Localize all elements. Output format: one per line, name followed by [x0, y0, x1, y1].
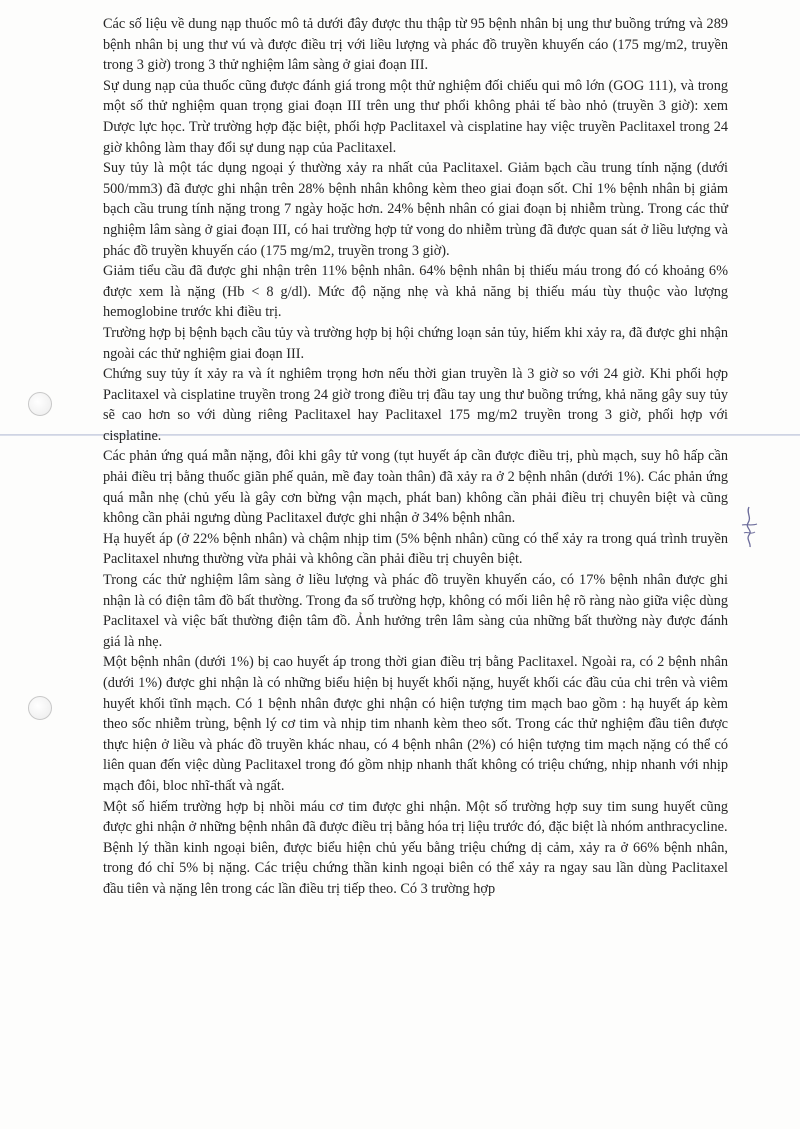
paragraph-myocardial-infarction: Một số hiếm trường hợp bị nhồi máu cơ tim được ghi nhận. Một số trường hợp suy tim sung huyết cũng được ghi nhận ở những bệnh nhân đã được điều trị bằng hóa trị liệu trước đó, đặc biệt là nhóm anthracycline. — [103, 798, 728, 836]
punch-hole-upper — [28, 392, 52, 416]
paragraph-thrombocytopenia-anemia: Giảm tiểu cầu đã được ghi nhận trên 11% bệnh nhân. 64% bệnh nhân bị thiếu máu trong đó có khoảng 6% được xem là nặng (Hb < 8 g/dl). Mức độ nặng nhẹ và khả năng bị thiếu máu tùy thuộc vào lượng hemoglobine trước khi điều trị. — [103, 263, 728, 321]
paragraph-tolerance-trials: Sự dung nạp của thuốc cũng được đánh giá trong một thử nghiệm đối chiếu qui mô lớn (GOG 111), và trong một số thử nghiệm quan trọng giai đoạn III trên ung thư phổi không phải tế bào nhỏ (truyền 3 giờ): xem Dược lực học. Trừ trường hợp đặc biệt, phối hợp Paclitaxel và cisplatine hay việc truyền Paclitaxel trong 24 giờ không làm thay đổi sự dung nạp của Paclitaxel. — [103, 77, 728, 156]
punch-hole-lower — [28, 696, 52, 720]
paragraph-hypotension-bradycardia: Hạ huyết áp (ở 22% bệnh nhân) và chậm nhịp tim (5% bệnh nhân) cũng có thể xảy ra trong quá trình truyền Paclitaxel nhưng thường vừa phải và không cần phải điều trị chuyên biệt. — [103, 530, 728, 568]
paragraph-hypersensitivity: Các phản ứng quá mẫn nặng, đôi khi gây tử vong (tụt huyết áp cần được điều trị, phù mạch, suy hô hấp cần phải điều trị bằng thuốc giãn phế quản, mề đay toàn thân) đã xảy ra ở 2 bệnh nhân (dưới 1%). Các phản ứng quá mẫn nhẹ (chủ yếu là gây cơn bừng vận mạch, phát ban) không cần phải điều trị chuyên biệt và cũng không cần phải ngưng dùng Paclitaxel được ghi nhận ở 34% bệnh nhân. — [103, 448, 728, 527]
paragraph-leukemia-myelodysplasia: Trường hợp bị bệnh bạch cầu tủy và trường hợp bị hội chứng loạn sản tủy, hiếm khi xảy ra, đã được ghi nhận ngoài các thử nghiệm giai đoạn III. — [103, 324, 728, 362]
initials-signature-mark — [738, 505, 760, 549]
paragraph-ecg-abnormalities: Trong các thử nghiệm lâm sàng ở liều lượng và phác đồ truyền khuyến cáo, có 17% bệnh nhân được ghi nhận là có điện tâm đồ bất thường. Trong đa số trường hợp, không có mối liên hệ rõ ràng nào giữa việc dùng Paclitaxel và việc bất thường điện tâm đồ. Ảnh hưởng trên lâm sàng của những bất thường này được đánh giá là nhẹ. — [103, 572, 728, 650]
paragraph-myelosuppression: Suy tủy là một tác dụng ngoại ý thường xảy ra nhất của Paclitaxel. Giảm bạch cầu trung tính nặng (dưới 500/mm3) đã được ghi nhận trên 28% bệnh nhân không kèm theo giai đoạn sốt. Chỉ 1% bệnh nhân bị giảm bạch cầu trung tính nặng trong 7 ngày hoặc hơn. 24% bệnh nhân có giai đoạn bị nhiễm trùng. Trong các thử nghiệm lâm sàng ở giai đoạn III, có hai trường hợp tử vong do nhiễm trùng đã được quan sát ở liều lượng và phác đồ truyền khuyến cáo (175 mg/m2, truyền trong 3 giờ). — [103, 160, 728, 259]
paragraph-peripheral-neuropathy: Bệnh lý thần kinh ngoại biên, được biểu hiện chủ yếu bằng triệu chứng dị cảm, xảy ra ở 66% bệnh nhân, trong đó chỉ 5% bị nặng. Các triệu chứng thần kinh ngoại biên có thể xảy ra ngay sau lần dùng Paclitaxel đầu tiên và nặng lên trong các lần điều trị tiếp theo. Có 3 trường hợp — [103, 839, 728, 897]
paragraph-myelosuppression-infusion: Chứng suy tủy ít xảy ra và ít nghiêm trọng hơn nếu thời gian truyền là 3 giờ so với 24 giờ. Khi phối hợp Paclitaxel và cisplatine truyền trong 24 giờ trong điều trị đầu tay ung thư buồng trứng, khả năng gây suy tủy sẽ cao hơn so với dùng riêng Paclitaxel hay Paclitaxel 175 mg/m2 truyền trong 3 giờ, phối hợp với cisplatine. — [103, 366, 728, 444]
paragraph-cardiovascular-events: Một bệnh nhân (dưới 1%) bị cao huyết áp trong thời gian điều trị bằng Paclitaxel. Ngoài ra, có 2 bệnh nhân (dưới 1%) được ghi nhận là có những biểu hiện bị huyết khối nặng, huyết khối các đầu của chi trên và viêm huyết khối tĩnh mạch. Có 1 bệnh nhân được ghi nhận có hiện tượng tim mạch bao gồm : hạ huyết áp kèm theo sốc nhiễm trùng, bệnh lý cơ tim và nhịp tim nhanh kèm theo sốt. Trong các thử nghiệm đầu tiên được thực hiện ở liều và phác đồ truyền khác nhau, có 4 bệnh nhân (2%) có hiện tượng tim mạch nặng có thể có liên quan đến việc dùng Paclitaxel trong đó gồm nhịp nhanh thất không có triệu chứng, nhịp nhanh với nhịp mạch đôi, bloc nhĩ-thất và ngất. — [103, 654, 728, 794]
document-body — [103, 14, 728, 900]
paragraph-tolerance-data: Các số liệu về dung nạp thuốc mô tả dưới đây được thu thập từ 95 bệnh nhân bị ung thư buồng trứng và 289 bệnh nhân bị ung thư vú và được điều trị với liều lượng và phác đồ truyền khuyến cáo (175 mg/m2, truyền trong 3 giờ) trong 3 thử nghiệm lâm sàng ở giai đoạn III. — [103, 16, 728, 74]
